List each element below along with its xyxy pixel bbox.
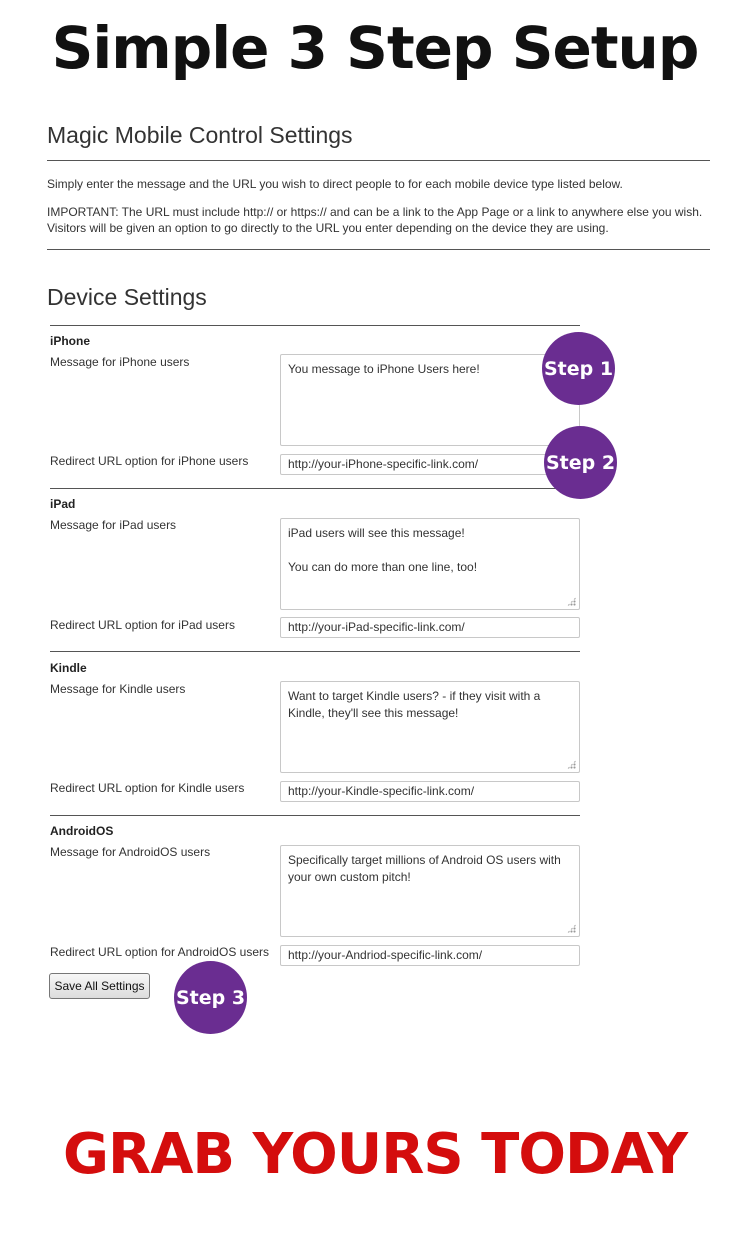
- kindle-message-label: Message for Kindle users: [50, 682, 186, 696]
- device-divider: [50, 325, 580, 326]
- androidos-url-label: Redirect URL option for AndroidOS users: [50, 945, 269, 959]
- iphone-message-textarea[interactable]: [280, 354, 580, 446]
- iphone-message-text: You message to iPhone Users here!: [288, 362, 480, 376]
- intro-text: Simply enter the message and the URL you wish to direct people to for each mobile device type listed below.: [47, 177, 623, 191]
- ipad-message-text: iPad users will see this message! You can do more than one line, too!: [288, 526, 478, 574]
- ipad-message-label: Message for iPad users: [50, 518, 177, 532]
- androidos-message-text: Specifically target millions of Android OS users with your own custom pitch!: [288, 853, 565, 884]
- androidos-url-input[interactable]: [280, 945, 580, 966]
- iphone-url-input[interactable]: [280, 454, 580, 475]
- device-divider: [50, 488, 580, 489]
- ipad-url-label: Redirect URL option for iPad users: [50, 618, 235, 632]
- ipad-url-input[interactable]: [280, 617, 580, 638]
- cta-banner-text[interactable]: GRAB YOURS TODAY: [62, 1122, 687, 1187]
- step-1-badge: Step 1: [542, 332, 615, 405]
- resize-grip-icon[interactable]: [567, 760, 576, 769]
- device-divider: [50, 651, 580, 652]
- panel-divider: [47, 160, 710, 161]
- device-heading-androidos: AndroidOS: [50, 824, 114, 838]
- save-all-settings-button[interactable]: Save All Settings: [49, 973, 150, 999]
- panel-title: Magic Mobile Control Settings: [47, 122, 353, 148]
- androidos-message-label: Message for AndroidOS users: [50, 845, 211, 859]
- hero-title: Simple 3 Step Setup: [51, 14, 699, 82]
- iphone-url-label: Redirect URL option for iPhone users: [50, 454, 249, 468]
- device-heading-ipad: iPad: [50, 497, 76, 511]
- important-note: IMPORTANT: The URL must include http:// or https:// and can be a link to the App Page or a link to anywhere else you wish. Visitors will be given an option to go directly to the URL you enter depending on the device they are using.: [47, 205, 703, 235]
- ipad-message-textarea[interactable]: [280, 518, 580, 610]
- kindle-message-textarea[interactable]: [280, 681, 580, 773]
- device-settings-title: Device Settings: [47, 284, 207, 310]
- step-3-badge: Step 3: [174, 961, 247, 1034]
- panel-divider-bottom: [47, 249, 710, 250]
- kindle-url-label: Redirect URL option for Kindle users: [50, 781, 245, 795]
- device-divider: [50, 815, 580, 816]
- device-heading-iphone: iPhone: [50, 334, 91, 348]
- iphone-message-label: Message for iPhone users: [50, 355, 190, 369]
- androidos-message-textarea[interactable]: [280, 845, 580, 937]
- step-2-badge: Step 2: [544, 426, 617, 499]
- resize-grip-icon[interactable]: [567, 924, 576, 933]
- resize-grip-icon[interactable]: [567, 597, 576, 606]
- device-heading-kindle: Kindle: [50, 661, 87, 675]
- kindle-url-input[interactable]: [280, 781, 580, 802]
- kindle-message-text: Want to target Kindle users? - if they visit with a Kindle, they'll see this message!: [288, 689, 544, 720]
